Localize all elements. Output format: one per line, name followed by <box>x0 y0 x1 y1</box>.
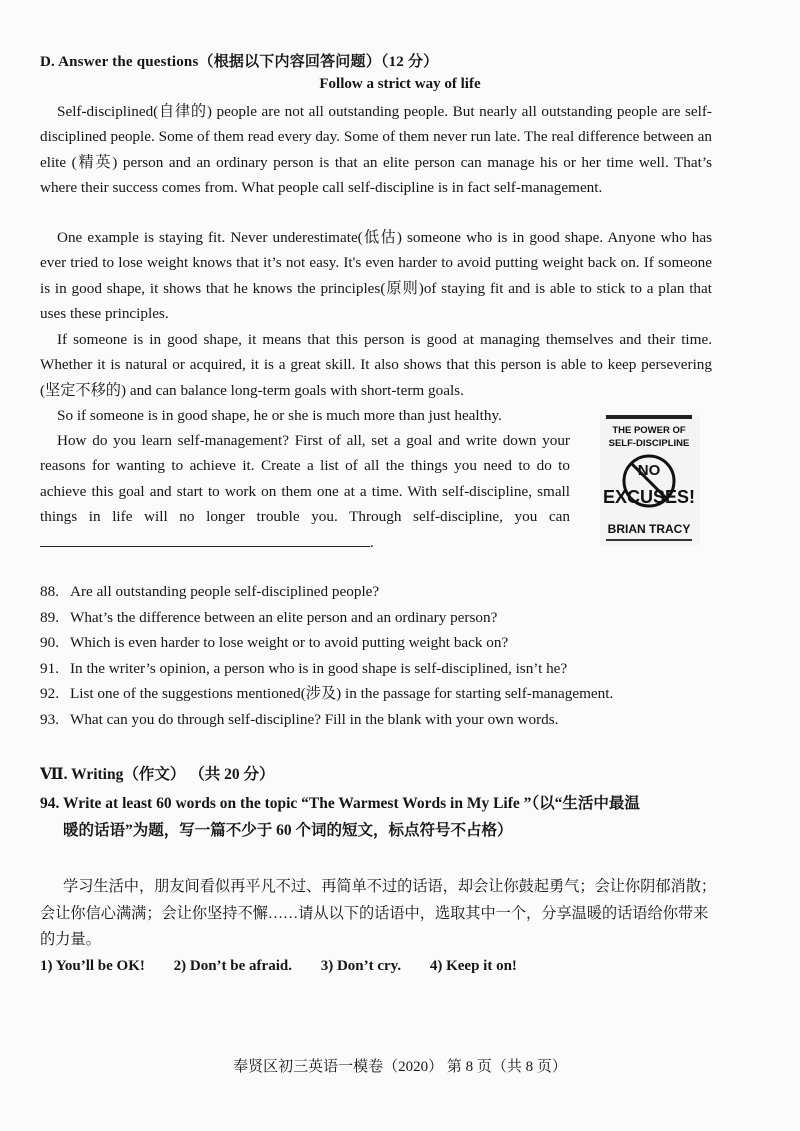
paragraph-5 <box>40 428 570 555</box>
book-excuses-text: EXCUSES! <box>602 487 696 507</box>
question-number: 90. <box>40 634 59 652</box>
question-number: 91. <box>40 659 59 677</box>
passage-title: Follow a strict way of life <box>319 76 481 92</box>
option-2: 2) Don’t be afraid. <box>173 958 292 974</box>
writing-prompt-line1: 94. Write at least 60 words on the topic “The Warmest Words in My Life ”（以“生活中最温 <box>40 795 640 812</box>
question-item <box>40 579 740 605</box>
question-number: 92. <box>40 685 59 703</box>
book-title-line1: THE POWER OF <box>612 425 686 436</box>
option-1: 1) You’ll be OK! <box>40 958 145 974</box>
question-item <box>40 605 740 631</box>
question-text: Are all outstanding people self-disciplined people? <box>70 583 380 600</box>
question-text: What’s the difference between an elite person and an ordinary person? <box>70 608 498 626</box>
answer-blank[interactable] <box>40 532 370 547</box>
book-no-text: NO <box>637 462 661 479</box>
paragraph-4: So if someone is in good shape, he or she is much more than just healthy. <box>57 407 502 424</box>
question-item <box>40 707 740 733</box>
paragraph-3: If someone is in good shape, it means that this person is good at managing themselves and their time. Whether it is natural or acquired, it is a great skill. It also shows that this person is able to keep persevering (坚定不移的) and can balance long-term goals with short-term goals. <box>40 331 712 399</box>
paragraph-5-end: . <box>370 533 374 551</box>
book-cover-image <box>600 415 700 545</box>
page-footer: 奉贤区初三英语一模卷（2020） 第 8 页（共 8 页） <box>233 1059 567 1075</box>
section-heading: D. Answer the questions（根据以下内容回答问题）（12 分） <box>40 54 439 70</box>
question-number: 89. <box>40 608 59 626</box>
writing-prompt-line2: 暖的话语”为题，写一篇不少于 60 个词的短文，标点符号不占格） <box>63 822 513 839</box>
book-author: BRIAN TRACY <box>607 522 691 536</box>
paragraph-5-text: How do you learn self-management? First of all, set a goal and write down your reasons for wanting to achieve it. Create a list of all the things you need to do to achieve this goal and start to work on them one at a time. With self-discipline, small things in life will no longer trouble you. Through self-discipline, you can <box>40 432 570 526</box>
paragraph-2: One example is staying fit. Never underestimate(低估) someone who is in good shape. Anyone who has ever tried to lose weight knows that it’s not easy. It's even harder to avoid putting weight back on. If someone is in good shape, it shows that he knows the principles(原则)of staying fit and is able to stick to a plan that uses these principles. <box>40 229 712 323</box>
writing-prompt <box>40 790 740 844</box>
question-item <box>40 630 740 656</box>
option-4: 4) Keep it on! <box>429 958 517 974</box>
question-text: In the writer’s opinion, a person who is in good shape is self-disciplined, isn’t he? <box>70 659 568 677</box>
question-number: 88. <box>40 583 59 600</box>
question-number: 93. <box>40 710 59 728</box>
writing-section-heading: Ⅶ. Writing（作文） （共 20 分） <box>40 766 275 783</box>
question-item <box>40 681 740 707</box>
option-3: 3) Don’t cry. <box>320 958 402 974</box>
question-text: What can you do through self-discipline? Fill in the blank with your own words. <box>70 710 559 728</box>
book-cover-svg <box>600 415 700 545</box>
question-list <box>40 579 740 733</box>
book-title-line2: SELF-DISCIPLINE <box>608 438 690 449</box>
question-text: Which is even harder to lose weight or to avoid putting weight back on? <box>70 634 509 652</box>
paragraph-1: Self-disciplined(自律的) people are not all outstanding people. But nearly all outstanding people are self-disciplined people. Some of them read every day. Some of them never run late. The real difference between an elite (精英) person and an ordinary person is that an elite person can manage his or her time well. That’s where their success comes from. What people call self-discipline is in fact self-management. <box>40 103 712 197</box>
question-item <box>40 656 740 682</box>
question-text: List one of the suggestions mentioned(涉及) in the passage for starting self-management. <box>70 685 614 703</box>
writing-options <box>40 958 740 975</box>
writing-instructions: 学习生活中，朋友间看似再平凡不过、再简单不过的话语，却会让你鼓起勇气；会让你阴郁消散；会让你信心满满；会让你坚持不懈……请从以下的话语中，选取其中一个，分享温暖的话语给你带来的力量。 <box>40 878 717 948</box>
